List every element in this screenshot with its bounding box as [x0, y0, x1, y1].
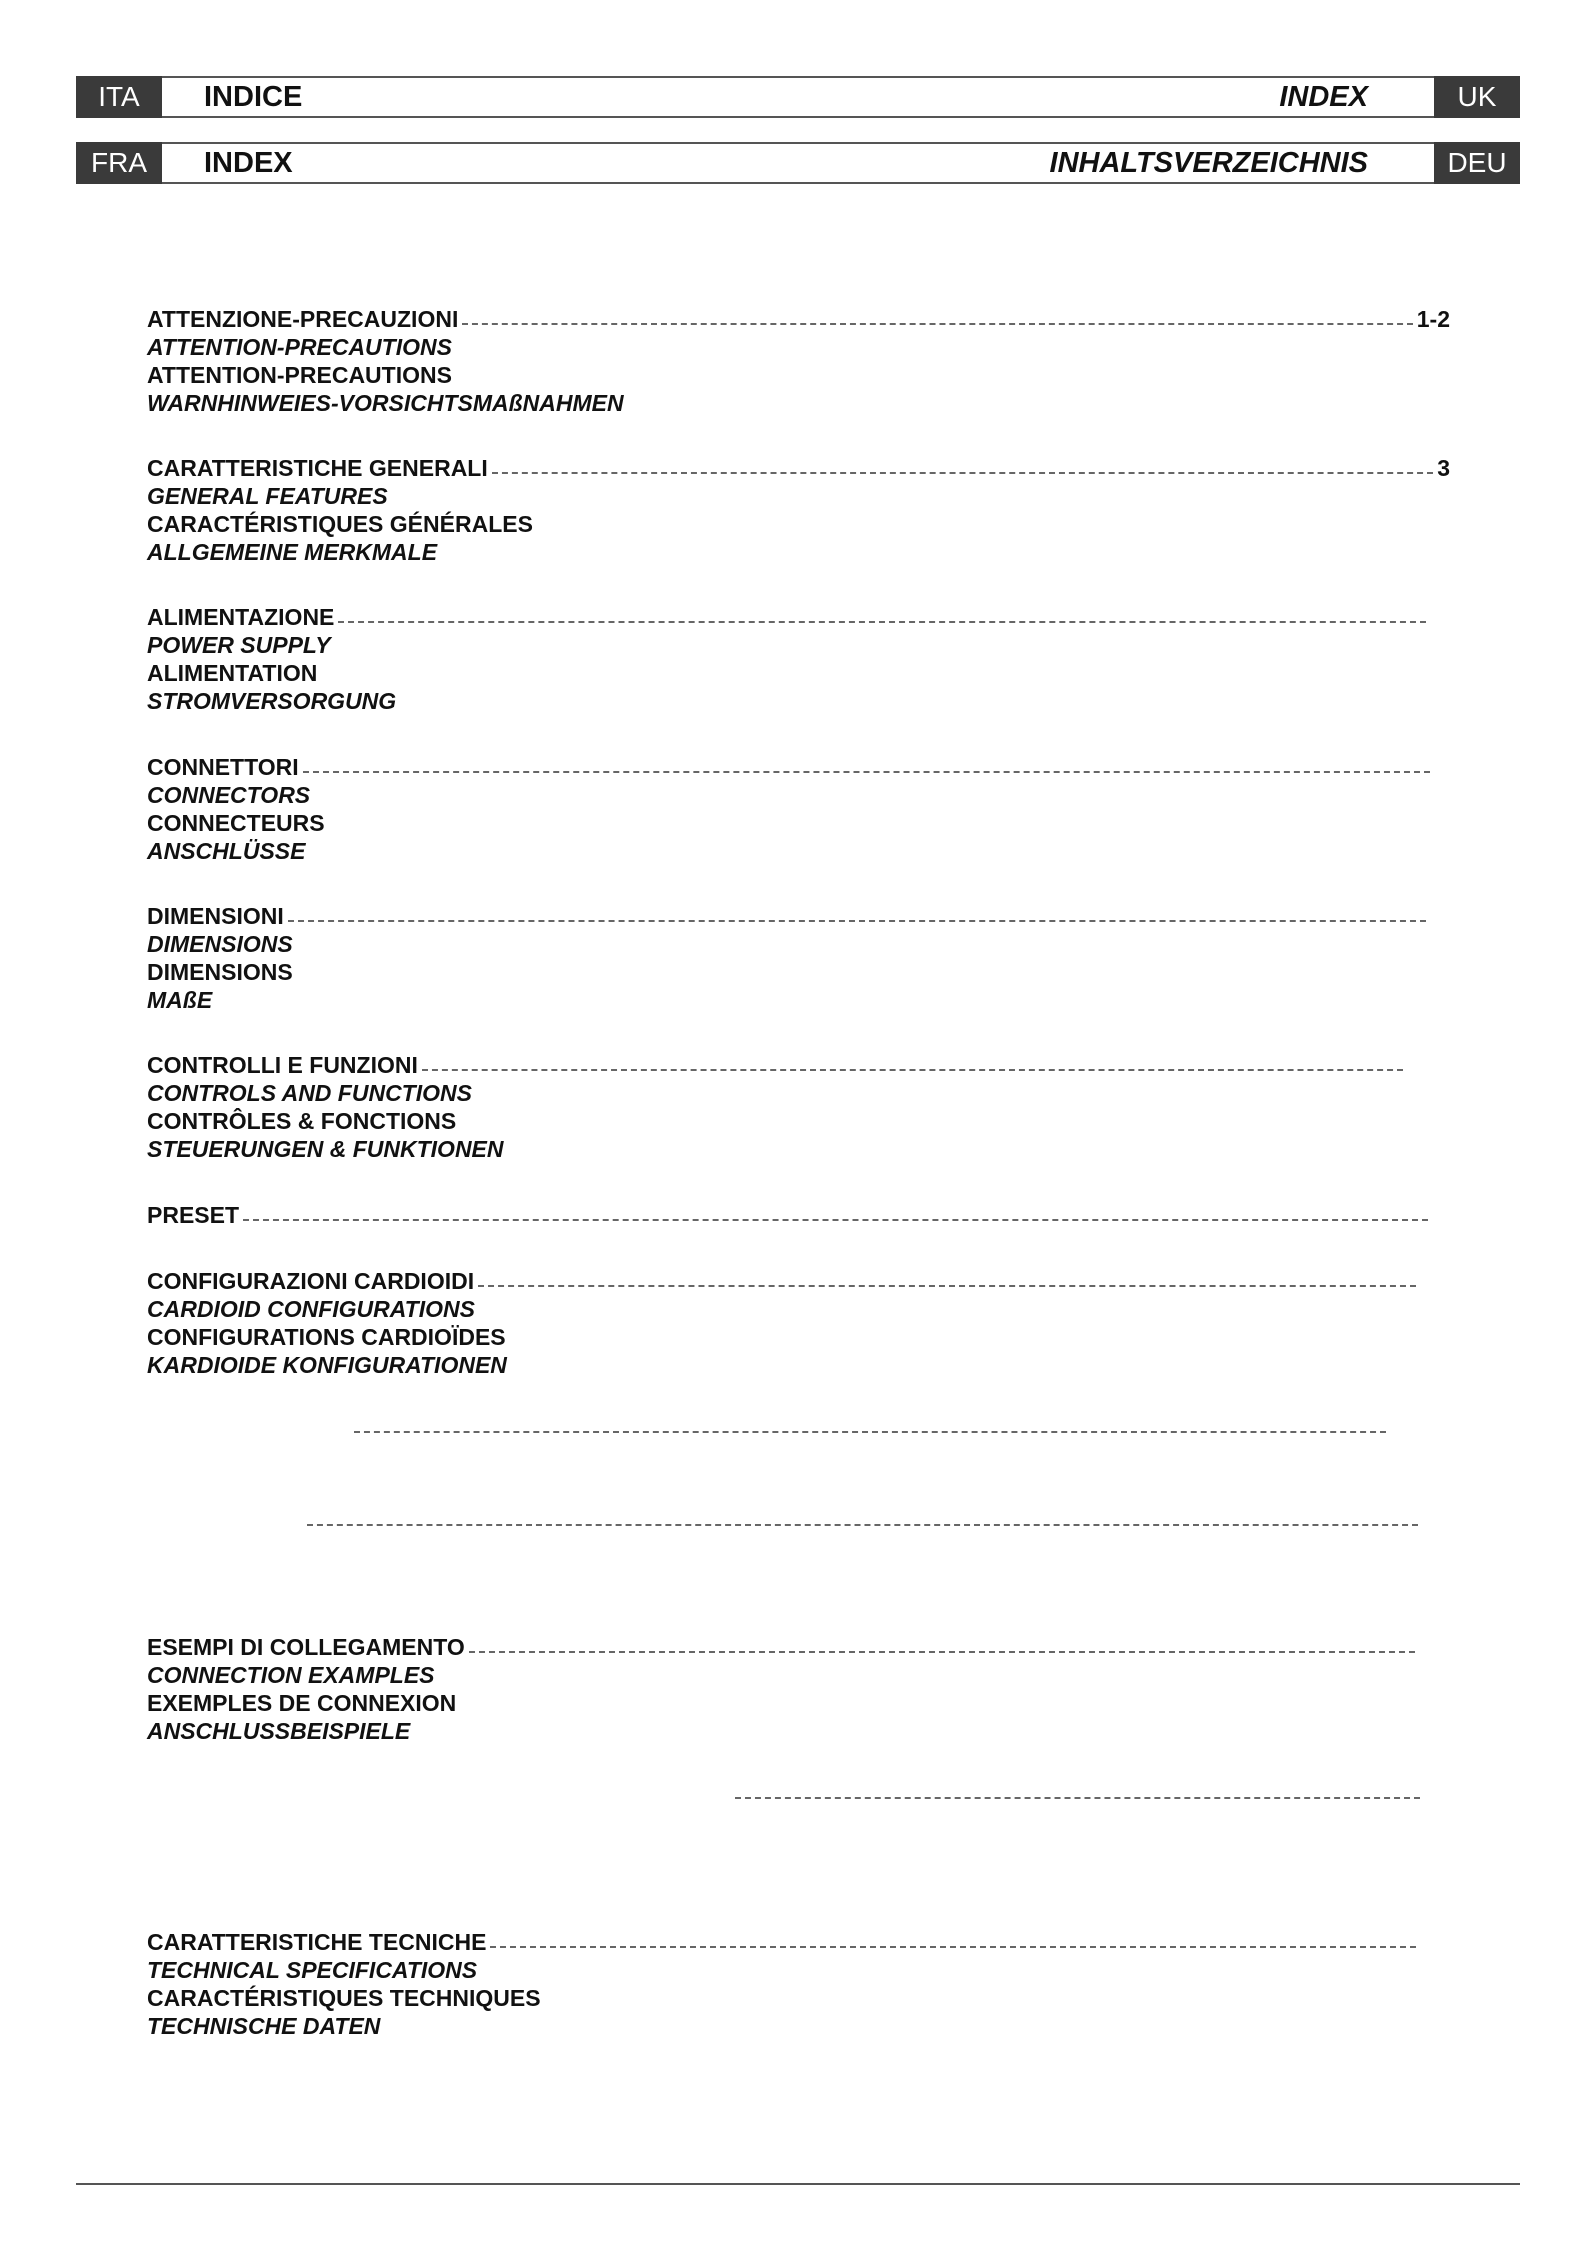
toc-title-ita: CONNETTORI	[147, 754, 299, 780]
toc-title-uk: POWER SUPPLY	[147, 632, 331, 658]
toc-entry-precautions[interactable]	[147, 305, 1450, 417]
lang-tag-fra: FRA	[76, 142, 162, 184]
toc-entry-connectors[interactable]	[147, 753, 1434, 865]
toc-title-ita: CONTROLLI E FUNZIONI	[147, 1052, 418, 1078]
toc-title-fra: DIMENSIONS	[147, 959, 293, 985]
toc-title-fra: CONFIGURATIONS CARDIOÏDES	[147, 1324, 506, 1350]
lang-tag-uk: UK	[1434, 76, 1520, 118]
toc-leader	[422, 1069, 1403, 1071]
toc-leader	[303, 771, 1430, 773]
toc-title-uk: CONNECTION EXAMPLES	[147, 1662, 435, 1688]
toc-title-ita: CARATTERISTICHE TECNICHE	[147, 1929, 487, 1955]
title-indice: INDICE	[204, 81, 303, 113]
toc-title-fra: EXEMPLES DE CONNEXION	[147, 1690, 457, 1716]
footer-rule	[76, 2183, 1520, 2185]
toc-title-deu: ANSCHLUSSBEISPIELE	[147, 1718, 411, 1744]
toc-title-fra: CONNECTEURS	[147, 810, 325, 836]
toc-title-uk: CONNECTORS	[147, 782, 311, 808]
toc-title-deu: KARDIOIDE KONFIGURATIONEN	[147, 1352, 507, 1378]
header-row-fra-deu	[76, 142, 1520, 184]
toc-title-uk: ATTENTION-PRECAUTIONS	[147, 334, 452, 360]
toc-entry-power-supply[interactable]	[147, 603, 1430, 715]
toc-title-uk: CONTROLS AND FUNCTIONS	[147, 1080, 472, 1106]
toc-leader	[478, 1285, 1416, 1287]
toc-page-number: 3	[1437, 455, 1450, 481]
title-inhaltsverzeichnis: INHALTSVERZEICHNIS	[1049, 147, 1368, 179]
toc-title-deu: MAßE	[147, 987, 213, 1013]
toc-leader	[469, 1651, 1415, 1653]
toc-title-uk: CARDIOID CONFIGURATIONS	[147, 1296, 475, 1322]
title-index-uk: INDEX	[1279, 81, 1368, 113]
toc-title-uk: TECHNICAL SPECIFICATIONS	[147, 1957, 478, 1983]
toc-title-fra: ATTENTION-PRECAUTIONS	[147, 362, 452, 388]
toc-title-fra: ALIMENTATION	[147, 660, 318, 686]
toc-title-uk: GENERAL FEATURES	[147, 483, 388, 509]
header-row-ita-uk	[76, 76, 1520, 118]
toc-entry-dimensions[interactable]	[147, 902, 1430, 1014]
toc-title-deu: ALLGEMEINE MERKMALE	[147, 539, 438, 565]
toc-entry-controls[interactable]	[147, 1051, 1407, 1163]
toc-title-deu: WARNHINWEIES-VORSICHTSMAßNAHMEN	[147, 390, 624, 416]
toc-title-ita: DIMENSIONI	[147, 903, 284, 929]
toc-title-fra: CONTRÔLES & FONCTIONS	[147, 1108, 457, 1134]
toc-title-ita: ESEMPI DI COLLEGAMENTO	[147, 1634, 465, 1660]
toc-title-ita: PRESET	[147, 1202, 240, 1228]
toc-entry-connection-examples[interactable]	[147, 1633, 1419, 1745]
dashed-leader	[735, 1797, 1420, 1799]
toc-title-deu: STEUERUNGEN & FUNKTIONEN	[147, 1136, 504, 1162]
toc-leader	[462, 323, 1412, 325]
toc-title-fra: CARACTÉRISTIQUES GÉNÉRALES	[147, 511, 533, 537]
lang-tag-deu: DEU	[1434, 142, 1520, 184]
toc-title-deu: ANSCHLÜSSE	[147, 838, 306, 864]
toc-entry-general-features[interactable]	[147, 454, 1450, 566]
dashed-leader	[354, 1431, 1386, 1433]
toc-title-deu: TECHNISCHE DATEN	[147, 2013, 381, 2039]
dashed-leader	[307, 1524, 1418, 1526]
toc-entry-technical-specs[interactable]	[147, 1928, 1420, 2040]
title-index-fra: INDEX	[204, 147, 293, 179]
toc-title-fra: CARACTÉRISTIQUES TECHNIQUES	[147, 1985, 541, 2011]
toc-title-ita: ATTENZIONE-PRECAUZIONI	[147, 306, 459, 332]
toc-title-deu: STROMVERSORGUNG	[147, 688, 397, 714]
toc-title-ita: CARATTERISTICHE GENERALI	[147, 455, 488, 481]
toc-leader	[492, 472, 1433, 474]
toc-title-ita: CONFIGURAZIONI CARDIOIDI	[147, 1268, 475, 1294]
toc-leader	[243, 1219, 1428, 1221]
toc-entry-cardioid[interactable]	[147, 1267, 1420, 1379]
toc-leader	[338, 621, 1426, 623]
toc-page-number: 1-2	[1416, 306, 1450, 332]
toc-leader	[490, 1946, 1416, 1948]
toc-leader	[288, 920, 1426, 922]
toc-title-ita: ALIMENTAZIONE	[147, 604, 335, 630]
lang-tag-ita: ITA	[76, 76, 162, 118]
toc-entry-preset[interactable]	[147, 1201, 1432, 1229]
toc-title-uk: DIMENSIONS	[147, 931, 293, 957]
